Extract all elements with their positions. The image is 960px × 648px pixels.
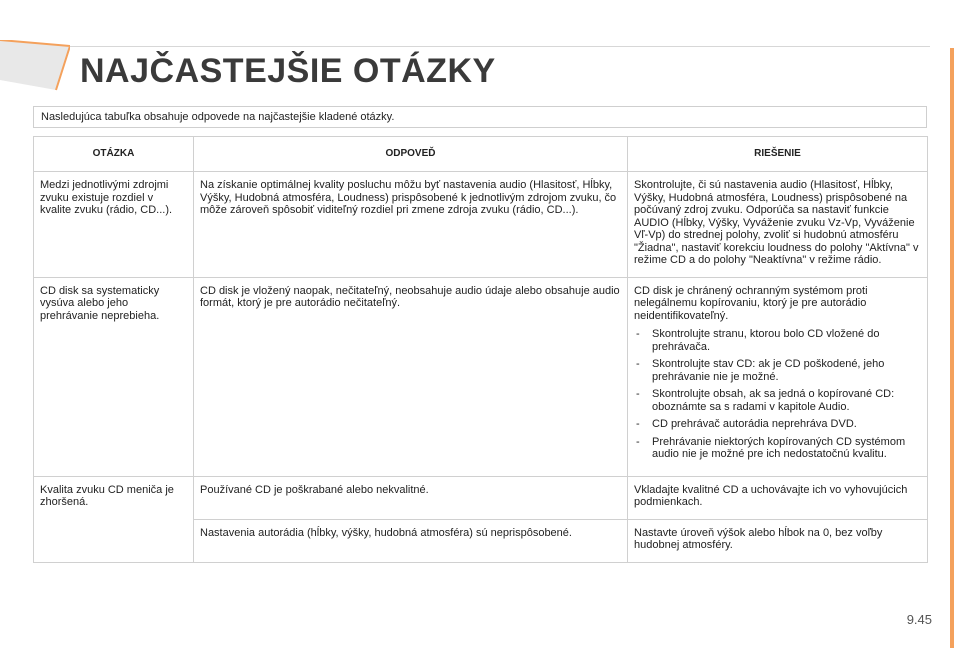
answer-cell: Nastavenia autorádia (hĺbky, výšky, hudobná atmosféra) sú neprispôsobené. <box>194 519 628 562</box>
header-solution: RIEŠENIE <box>628 137 928 172</box>
solution-bullet: - Skontrolujte stav CD: ak je CD poškodené, jeho prehrávanie nie je možné. <box>634 358 921 383</box>
title-divider <box>70 46 930 47</box>
solution-cell: Nastavte úroveň výšok alebo hĺbok na 0, bez voľby hudobnej atmosféry. <box>628 519 928 562</box>
solution-bullet: - Skontrolujte obsah, ak sa jedná o kopírované CD: oboznámte sa s radami v kapitole Audio. <box>634 388 921 413</box>
faq-table <box>33 136 928 563</box>
solution-text: CD disk je chránený ochranným systémom proti nelegálnemu kopírovaniu, ktorý je pre autorádio neidentifikovateľný. <box>634 284 868 322</box>
table-row <box>34 172 928 278</box>
intro-text: Nasledujúca tabuľka obsahuje odpovede na najčastejšie kladené otázky. <box>33 106 927 128</box>
solution-cell: Vkladajte kvalitné CD a uchovávajte ich vo vyhovujúcich podmienkach. <box>628 476 928 519</box>
solution-cell: Skontrolujte, či sú nastavenia audio (Hlasitosť, Hĺbky, Výšky, Hudobná atmosféra, Loudness) prispôsobené na počúvaný zdroj zvuku. Odporúča sa nastaviť funkcie AUDIO (Hĺbky, Výšky, Vyváženie zvuku Vz-Vp, Vyváženie Vľ-Vp) do strednej polohy, zvoliť si hudobnú atmosféru "Žiadna", nastaviť korekciu loudness do polohy "Aktívna" v režime CD a do polohy "Neaktívna" v režime rádio. <box>628 172 928 278</box>
page-number: 9.45 <box>906 612 932 627</box>
corner-tab-decoration <box>0 40 70 100</box>
solution-cell <box>628 277 928 476</box>
table-header-row <box>34 137 928 172</box>
solution-bullet: - CD prehrávač autorádia neprehráva DVD. <box>634 418 921 431</box>
question-cell: Kvalita zvuku CD meniča je zhoršená. <box>34 476 194 562</box>
answer-cell: Používané CD je poškrabané alebo nekvalitné. <box>194 476 628 519</box>
solution-bullet-list <box>634 328 921 461</box>
header-answer: ODPOVEĎ <box>194 137 628 172</box>
right-accent-stripe <box>950 48 954 648</box>
question-cell: Medzi jednotlivými zdrojmi zvuku existuje rozdiel v kvalite zvuku (rádio, CD...). <box>34 172 194 278</box>
solution-bullet: - Skontrolujte stranu, ktorou bolo CD vložené do prehrávača. <box>634 328 921 353</box>
answer-cell: CD disk je vložený naopak, nečitateľný, neobsahuje audio údaje alebo obsahuje audio formát, ktorý je pre autorádio nečitateľný. <box>194 277 628 476</box>
table-row <box>34 476 928 519</box>
header-question: OTÁZKA <box>34 137 194 172</box>
question-cell: CD disk sa systematicky vysúva alebo jeho prehrávanie neprebieha. <box>34 277 194 476</box>
page-title: NAJČASTEJŠIE OTÁZKY <box>80 52 496 90</box>
answer-cell: Na získanie optimálnej kvality posluchu môžu byť nastavenia audio (Hlasitosť, Hĺbky, Výšky, Hudobná atmosféra, Loudness) prispôsobené k jednotlivým zdrojom zvuku, čo môže zároveň spôsobiť viditeľný rozdiel pri zmene zdroja zvuku (rádio, CD...). <box>194 172 628 278</box>
solution-bullet: - Prehrávanie niektorých kopírovaných CD systémom audio nie je možné pre ich nedostatočnú kvalitu. <box>634 436 921 461</box>
table-row <box>34 277 928 476</box>
